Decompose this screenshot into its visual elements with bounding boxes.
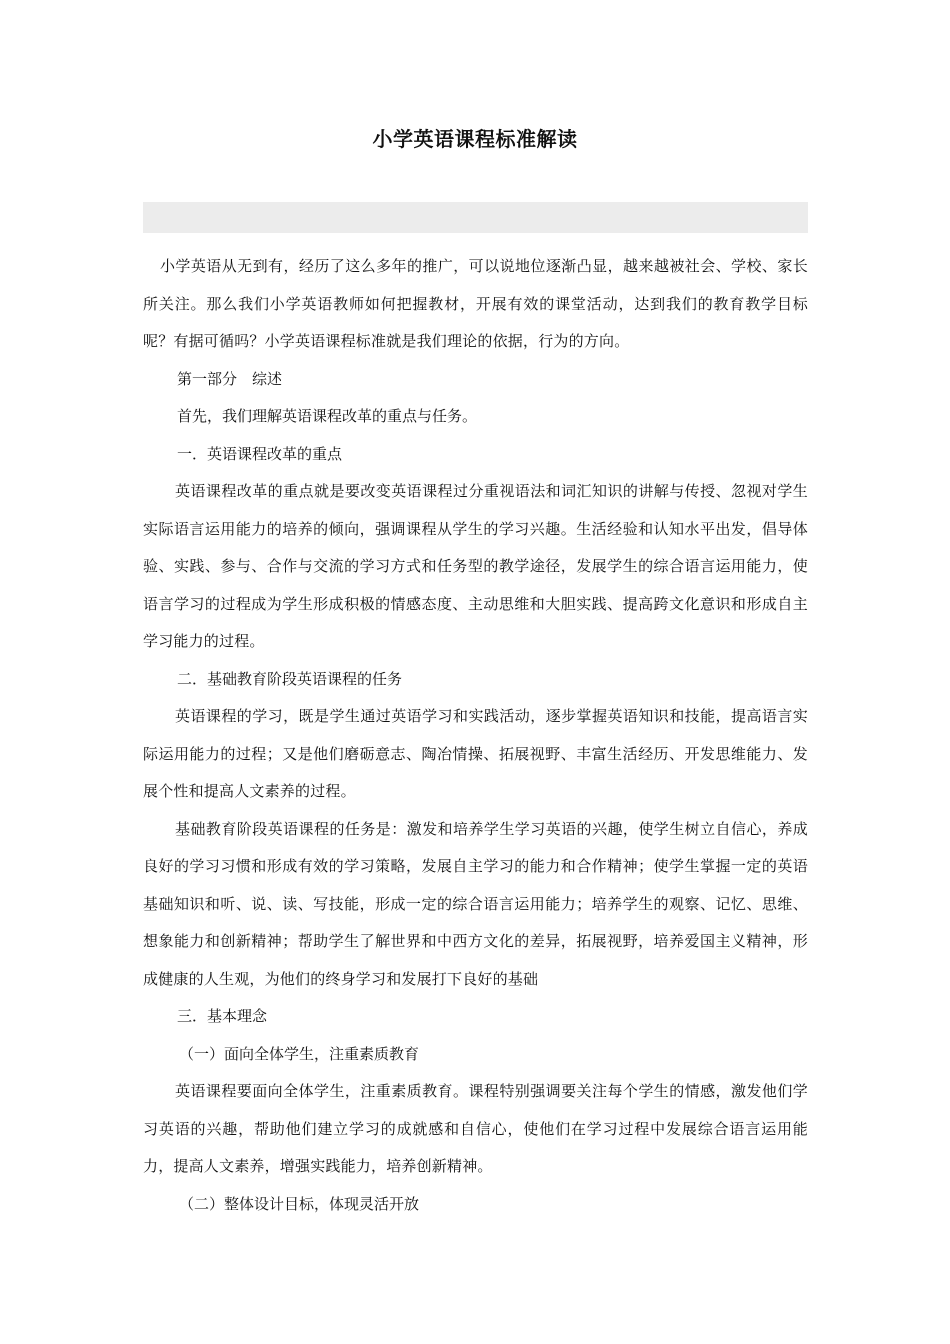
intro-paragraph: 小学英语从无到有，经历了这么多年的推广，可以说地位逐渐凸显，越来越被社会、学校、家长所关注。那么我们小学英语教师如何把握教材，开展有效的课堂活动，达到我们的教育教学目标呢？有据可循吗？小学英语课程标准就是我们理论的依据，行为的方向。 bbox=[143, 257, 808, 350]
subsection1-heading: （一）面向全体学生，注重素质教育 bbox=[179, 1044, 420, 1063]
document-body bbox=[143, 248, 808, 1223]
section1-paragraph: 英语课程改革的重点就是要改变英语课程过分重视语法和词汇知识的讲解与传授、忽视对学生实际语言运用能力的培养的倾向，强调课程从学生的学习兴趣。生活经验和认知水平出发，倡导体验、实践、参与、合作与交流的学习方式和任务型的教学途径，发展学生的综合语言运用能力，使语言学习的过程成为学生形成积极的情感态度、主动思维和大胆实践、提高跨文化意识和形成自主学习能力的过程。 bbox=[143, 482, 808, 650]
section2-paragraph-2: 基础教育阶段英语课程的任务是：激发和培养学生学习英语的兴趣，使学生树立自信心，养成良好的学习习惯和形成有效的学习策略，发展自主学习的能力和合作精神；使学生掌握一定的英语基础知识和听、说、读、写技能，形成一定的综合语言运用能力；培养学生的观察、记忆、思维、想象能力和创新精神；帮助学生了解世界和中西方文化的差异，拓展视野，培养爱国主义精神，形成健康的人生观，为他们的终身学习和发展打下良好的基础 bbox=[143, 819, 808, 988]
document-title: 小学英语课程标准解读 bbox=[372, 127, 578, 151]
section1-heading: 一．英语课程改革的重点 bbox=[177, 444, 343, 463]
subsection1-paragraph: 英语课程要面向全体学生，注重素质教育。课程特别强调要关注每个学生的情感，激发他们学习英语的兴趣，帮助他们建立学习的成就感和自信心，使他们在学习过程中发展综合语言运用能力，提高人文素养，增强实践能力，培养创新精神。 bbox=[143, 1082, 808, 1175]
subsection2-heading: （二）整体设计目标，体现灵活开放 bbox=[179, 1194, 420, 1213]
lead-sentence: 首先，我们理解英语课程改革的重点与任务。 bbox=[177, 407, 478, 425]
section3-heading: 三．基本理念 bbox=[177, 1007, 268, 1025]
section2-heading: 二．基础教育阶段英语课程的任务 bbox=[177, 669, 403, 688]
header-banner-placeholder bbox=[143, 202, 808, 233]
section2-paragraph-1: 英语课程的学习，既是学生通过英语学习和实践活动，逐步掌握英语知识和技能，提高语言实际运用能力的过程；又是他们磨砺意志、陶冶情操、拓展视野、丰富生活经历、开发思维能力、发展个性和提高人文素养的过程。 bbox=[143, 707, 808, 800]
part-heading: 第一部分 综述 bbox=[177, 369, 283, 388]
